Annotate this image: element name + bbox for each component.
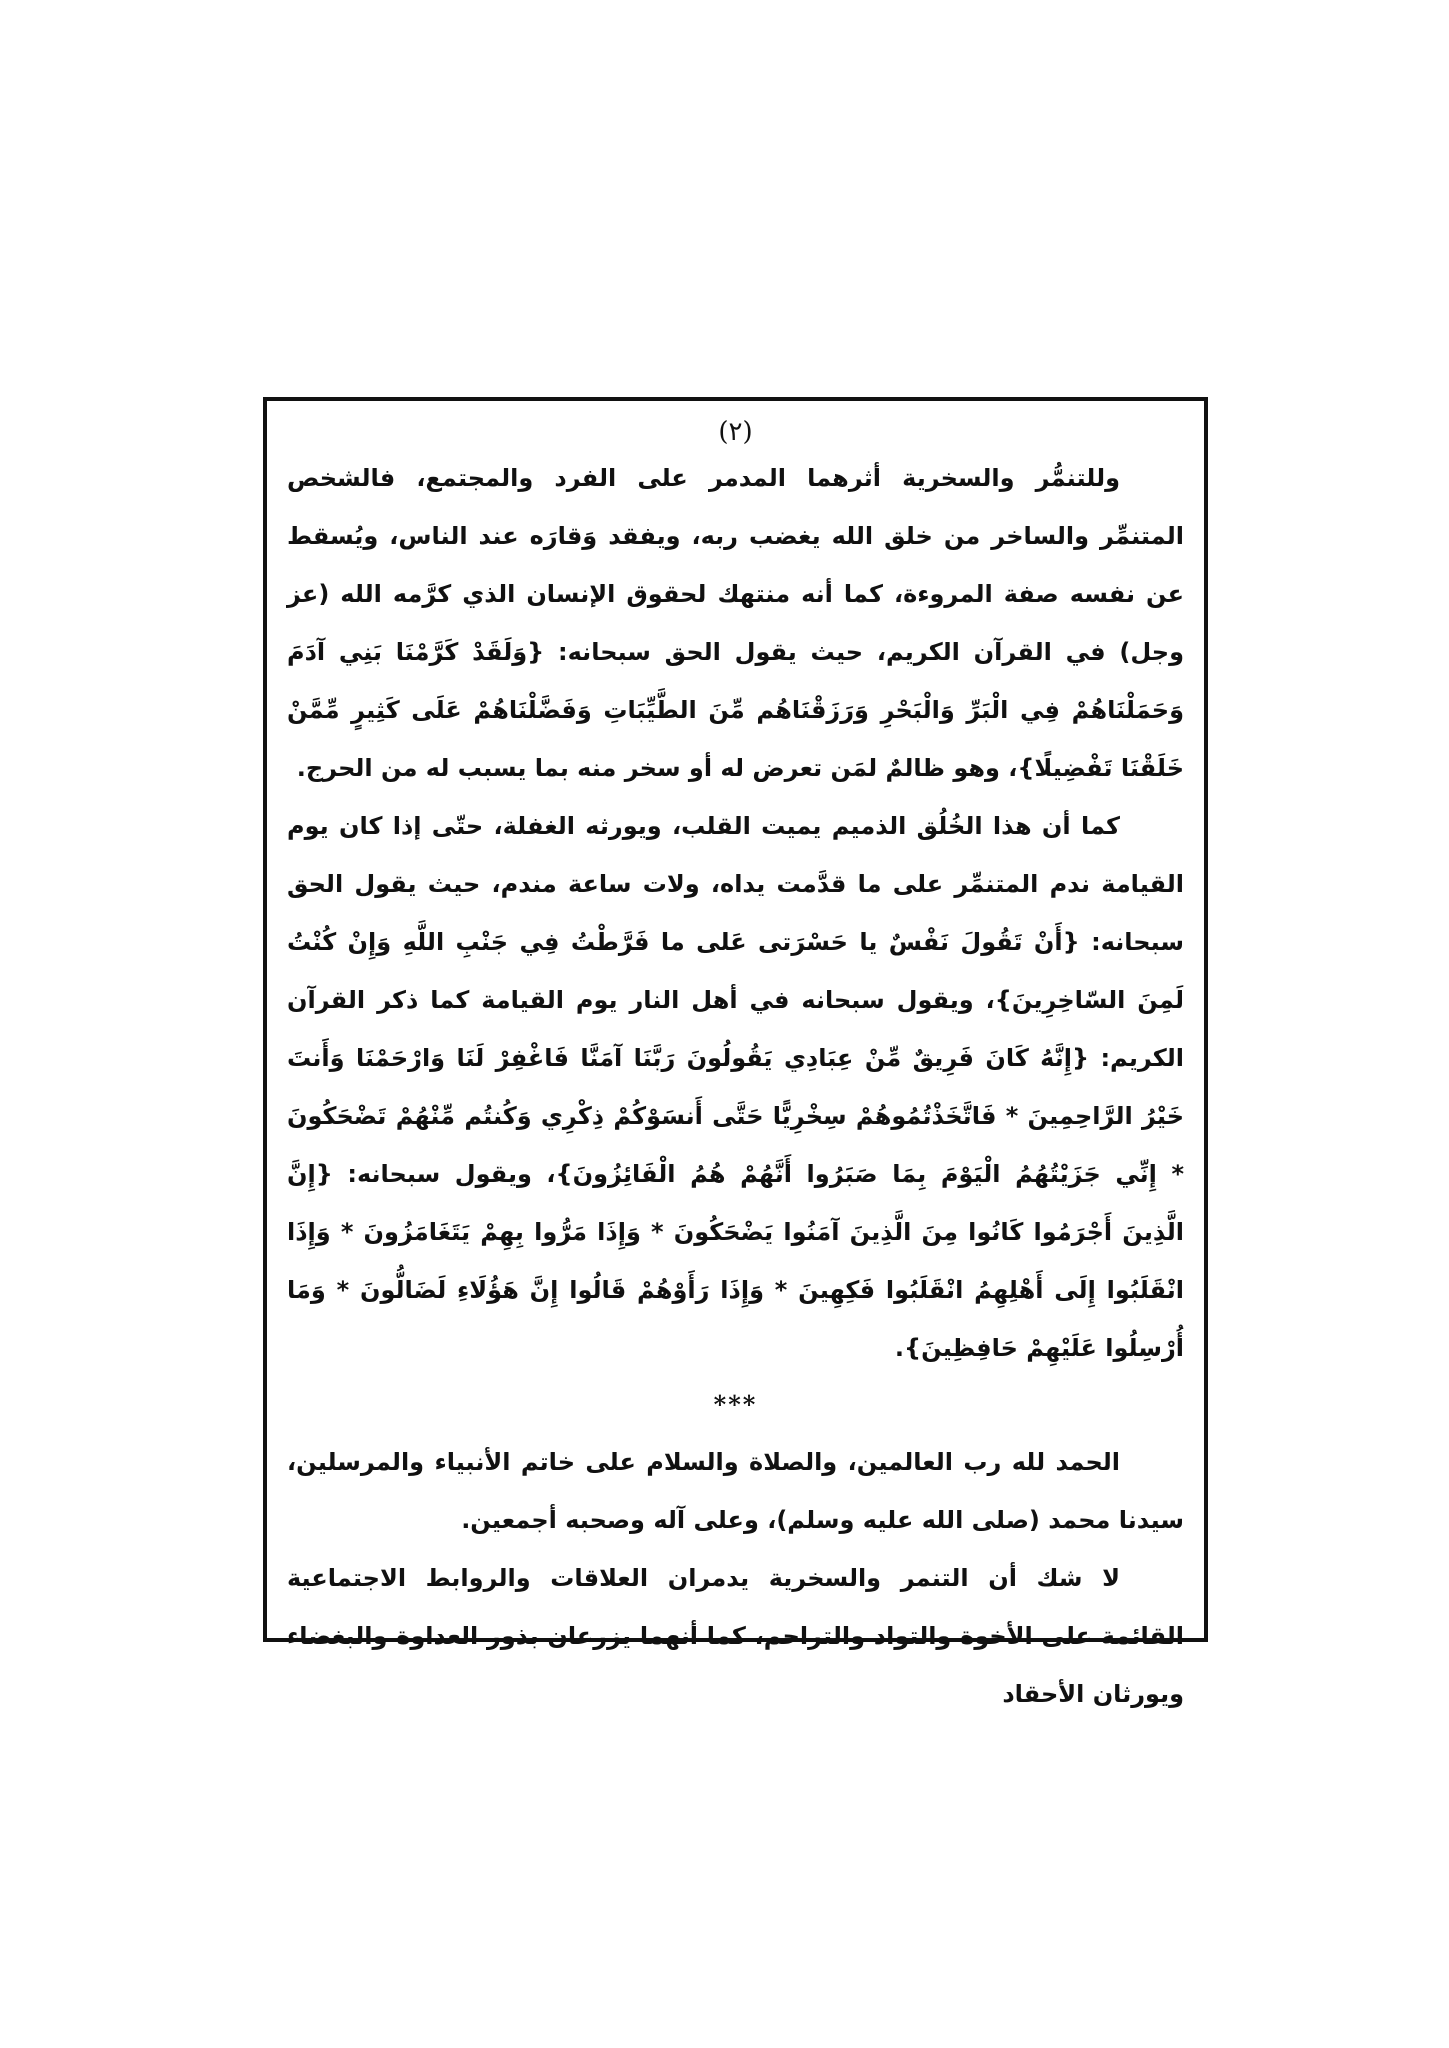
page-frame	[263, 397, 1208, 1708]
page-number: (٢)	[718, 417, 753, 447]
paragraph-heart-and-hereafter: كما أن هذا الخُلُق الذميم يميت القلب، ويورثه الغفلة، حتّى إذا كان يوم القيامة ندم المتنمِّر على ما قدَّمت يداه، ولات ساعة مندم، حيث يقول الحق سبحانه: {أَنْ تَقُولَ نَفْسٌ يا حَسْرَتى عَلى ما فَرَّطْتُ فِي جَنْبِ اللَّهِ وَإِنْ كُنْتُ لَمِنَ السّاخِرِينَ}، ويقول سبحانه في أهل النار يوم القيامة كما ذكر القرآن الكريم: {إِنَّهُ كَانَ فَرِيقٌ مِّنْ عِبَادِي يَقُولُونَ رَبَّنَا آمَنَّا فَاغْفِرْ لَنَا وَارْحَمْنَا وَأَنتَ خَيْرُ الرَّاحِمِينَ * فَاتَّخَذْتُمُوهُمْ سِخْرِيًّا حَتَّى أَنسَوْكُمْ ذِكْرِي وَكُنتُم مِّنْهُمْ تَضْحَكُونَ * إِنِّي جَزَيْتُهُمُ الْيَوْمَ بِمَا صَبَرُوا أَنَّهُمْ هُمُ الْفَائِزُونَ}، ويقول سبحانه: {إِنَّ الَّذِينَ أَجْرَمُوا كَانُوا مِنَ الَّذِينَ آمَنُوا يَضْحَكُونَ * وَإِذَا مَرُّوا بِهِمْ يَتَغَامَزُونَ * وَإِذَا انْقَلَبُوا إِلَى أَهْلِهِمُ انْقَلَبُوا فَكِهِينَ * وَإِذَا رَأَوْهُمْ قَالُوا إِنَّ هَؤُلَاءِ لَضَالُّونَ * وَمَا أُرْسِلُوا عَلَيْهِمْ حَافِظِينَ}.	[287, 812, 1184, 1362]
section-separator: ***	[713, 1390, 758, 1419]
paragraph-social-bonds: لا شك أن التنمر والسخرية يدمران العلاقات والروابط الاجتماعية القائمة على الأخوة والتواد والتراحم، كما أنهما يزرعان بذور العداوة والبغضاء ويورثان الأحقاد	[287, 1564, 1184, 1708]
paragraph-bullying-effects: وللتنمُّر والسخرية أثرهما المدمر على الفرد والمجتمع، فالشخص المتنمِّر والساخر من خلق الله يغضب ربه، ويفقد وَقارَه عند الناس، ويُسقط عن نفسه صفة المروءة، كما أنه منتهك لحقوق الإنسان الذي كرَّمه الله (عز وجل) في القرآن الكريم، حيث يقول الحق سبحانه: {وَلَقَدْ كَرَّمْنَا بَنِي آدَمَ وَحَمَلْنَاهُمْ فِي الْبَرِّ وَالْبَحْرِ وَرَزَقْنَاهُم مِّنَ الطَّيِّبَاتِ وَفَضَّلْنَاهُمْ عَلَى كَثِيرٍ مِّمَّنْ خَلَقْنَا تَفْضِيلًا}، وهو ظالمٌ لمَن تعرض له أو سخر منه بما يسبب له من الحرج.	[287, 464, 1184, 782]
paragraph-praise: الحمد لله رب العالمين، والصلاة والسلام على خاتم الأنبياء والمرسلين، سيدنا محمد (صلى الله عليه وسلم)، وعلى آله وصحبه أجمعين.	[287, 1448, 1184, 1534]
